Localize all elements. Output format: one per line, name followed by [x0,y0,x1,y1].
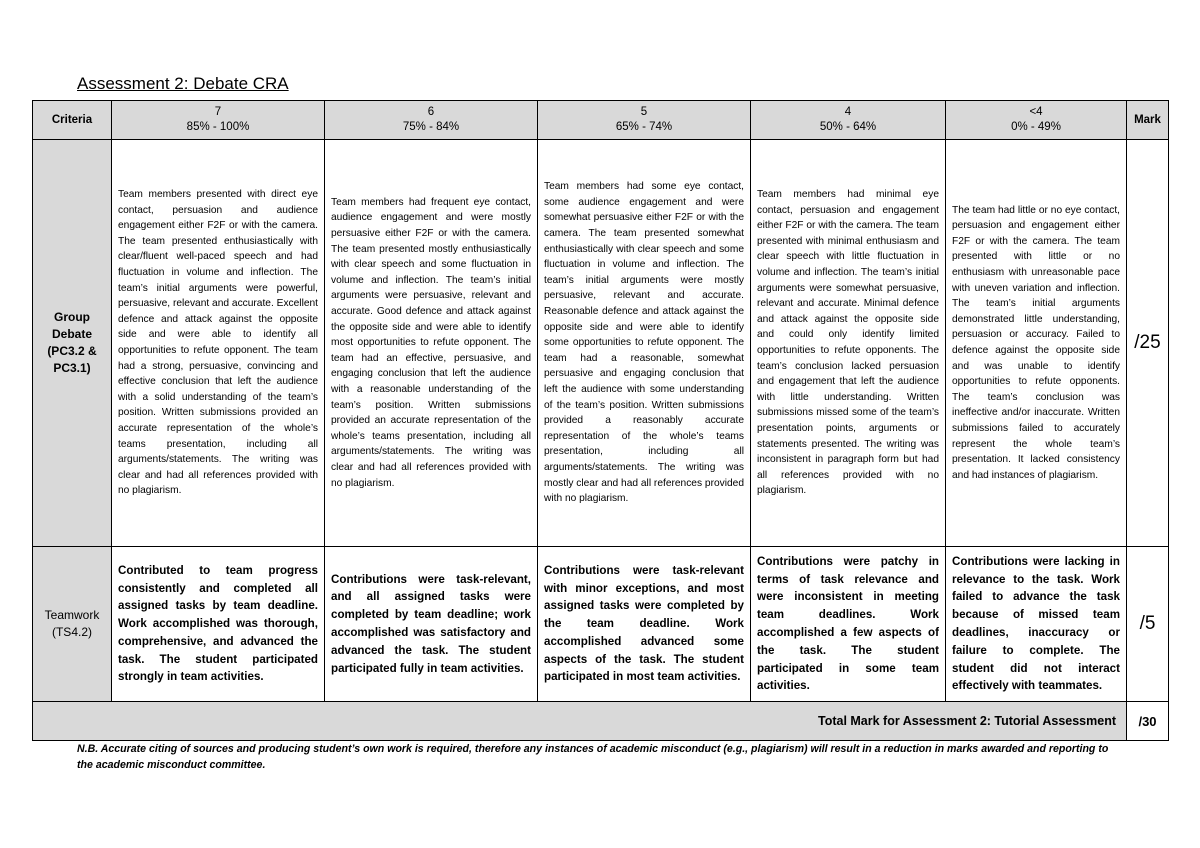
level-header-below-4 [946,101,1127,140]
level-grade: 7 [214,106,222,118]
header-row [33,101,1169,140]
level-range: 85% - 100% [186,121,250,133]
total-value: /30 [1127,702,1169,741]
descriptor-cell: Team members presented with direct eye contact, persuasion and audience engagement either F2F or with the camera. The team presented enthusiastically with clear/fluent well-paced speech and had fluctuation in volume and inflection. The team’s initial arguments were powerful, persuasive, relevant and accurate. Excellent defence and attack against the opposite side and were able to identify all opportunities to refute opponent. The team had a strong, persuasive, convincing and effective conclusion that left the audience with a solid understanding of the team’s position. Written submissions provided an accurate representation of the whole’s teams presentation, including all arguments/statements. The writing was clear and had all references provided with no plagiarism. [112,140,325,547]
rubric-table [32,100,1169,741]
mark-teamwork: /5 [1127,547,1169,702]
level-range: 50% - 64% [819,121,877,133]
footnote: N.B. Accurate citing of sources and producing student’s own work is required, therefore any instances of academic misconduct (e.g., plagiarism) will result in a reduction in marks awarded and reporting to the academic misconduct committee. [77,743,1109,771]
descriptor-cell: Contributions were task-relevant with minor exceptions, and most assigned tasks were completed by the team deadline. Work accomplished advanced some aspects of the task. The student participated in most team activities. [538,547,751,702]
descriptor-cell: Team members had minimal eye contact, persuasion and engagement either F2F or with the camera. The team presented with minimal enthusiasm and clear speech with little fluctuation in volume and inflection. The team’s initial arguments were somewhat persuasive, relevant and accurate. Minimal defence and attack against the opposite side and could only identify limited opportunities to refute opponents. The team’s conclusion lacked persuasion and engagement that left the audience with little understanding. Written submissions missed some of the team’s presentation points, arguments or statements presented. The writing was inconsistent in paragraph form but had all references provided with no plagiarism. [751,140,946,547]
total-row [33,702,1169,741]
level-range: 0% - 49% [1011,121,1061,133]
level-header-7 [112,101,325,140]
level-grade: <4 [1029,106,1043,118]
criterion-group-debate: Group Debate (PC3.2 & PC3.1) [33,140,112,547]
level-range: 75% - 84% [402,121,460,133]
level-header-4 [751,101,946,140]
level-grade: 5 [640,106,648,118]
level-grade: 6 [427,106,435,118]
descriptor-cell: Contributions were patchy in terms of task relevance and were inconsistent in meeting team deadlines. Work accomplished a few aspects of the task. The student participated in some team activities. [751,547,946,702]
descriptor-cell: Contributions were lacking in relevance to the task. Work failed to advance the task because of missed team deadlines, inaccuracy or failure to complete. The student did not interact effectively with teammates. [946,547,1127,702]
criteria-header: Criteria [33,101,112,140]
level-grade: 4 [844,106,852,118]
mark-group-debate: /25 [1127,140,1169,547]
level-range: 65% - 74% [615,121,673,133]
descriptor-cell: Team members had frequent eye contact, audience engagement and were mostly persuasive either F2F or with the camera. The team presented mostly enthusiastically with clear speech and some fluctuation in volume and inflection. The team’s initial arguments were persuasive, relevant and accurate. Good defence and attack against the opposite side and were able to identify most opportunities to refute opponent. The team had an effective, persuasive, and engaging conclusion that left the audience with a reasonable understanding of the team’s position. Written submissions provided an accurate representation of the whole’s teams presentation, including all arguments/statements. The writing was clear and had all references provided with no plagiarism. [325,140,538,547]
total-label: Total Mark for Assessment 2: Tutorial Assessment [33,702,1127,741]
criterion-teamwork: Teamwork (TS4.2) [33,547,112,702]
descriptor-cell: Team members had some eye contact, some audience engagement and were somewhat persuasive either F2F or with the camera. The team presented somewhat enthusiastically with clear speech and some fluctuation in volume and inflection. The team’s initial arguments were mostly persuasive, relevant and accurate. Reasonable defence and attack against the opposite side and were able to identify some opportunities to refute opponent. The team had a reasonable, somewhat persuasive and engaging conclusion that left the audience with some understanding of the team’s position. Written submissions provided a reasonably accurate representation of the whole’s teams presentation, including all arguments/statements. The writing was mostly clear and had all references provided with no plagiarism. [538,140,751,547]
descriptor-cell: Contributed to team progress consistently and completed all assigned tasks by team deadline. Work accomplished was thorough, comprehensive, and advanced the task. The student participated strongly in team activities. [112,547,325,702]
document-title: Assessment 2: Debate CRA [77,74,289,93]
level-header-5 [538,101,751,140]
mark-header: Mark [1127,101,1169,140]
descriptor-cell: Contributions were task-relevant, and all assigned tasks were completed by team deadline; work accomplished was satisfactory and advanced the task. The student participated fully in team activities. [325,547,538,702]
level-header-6 [325,101,538,140]
descriptor-cell: The team had little or no eye contact, persuasion and engagement either F2F or with the camera. The team presented with little or no enthusiasm with unreasonable pace with uneven variation and inflection. The team’s initial arguments demonstrated little understanding, persuasion or accuracy. Failed to defence against the opposite side and was unable to identify opportunities to refute opponents. The team’s conclusion was ineffective and/or inaccurate. Written submissions failed to accurately represent the whole team’s presentation. It lacked consistency and had instances of plagiarism. [946,140,1127,547]
group-debate-row [33,140,1169,547]
teamwork-row [33,547,1169,702]
